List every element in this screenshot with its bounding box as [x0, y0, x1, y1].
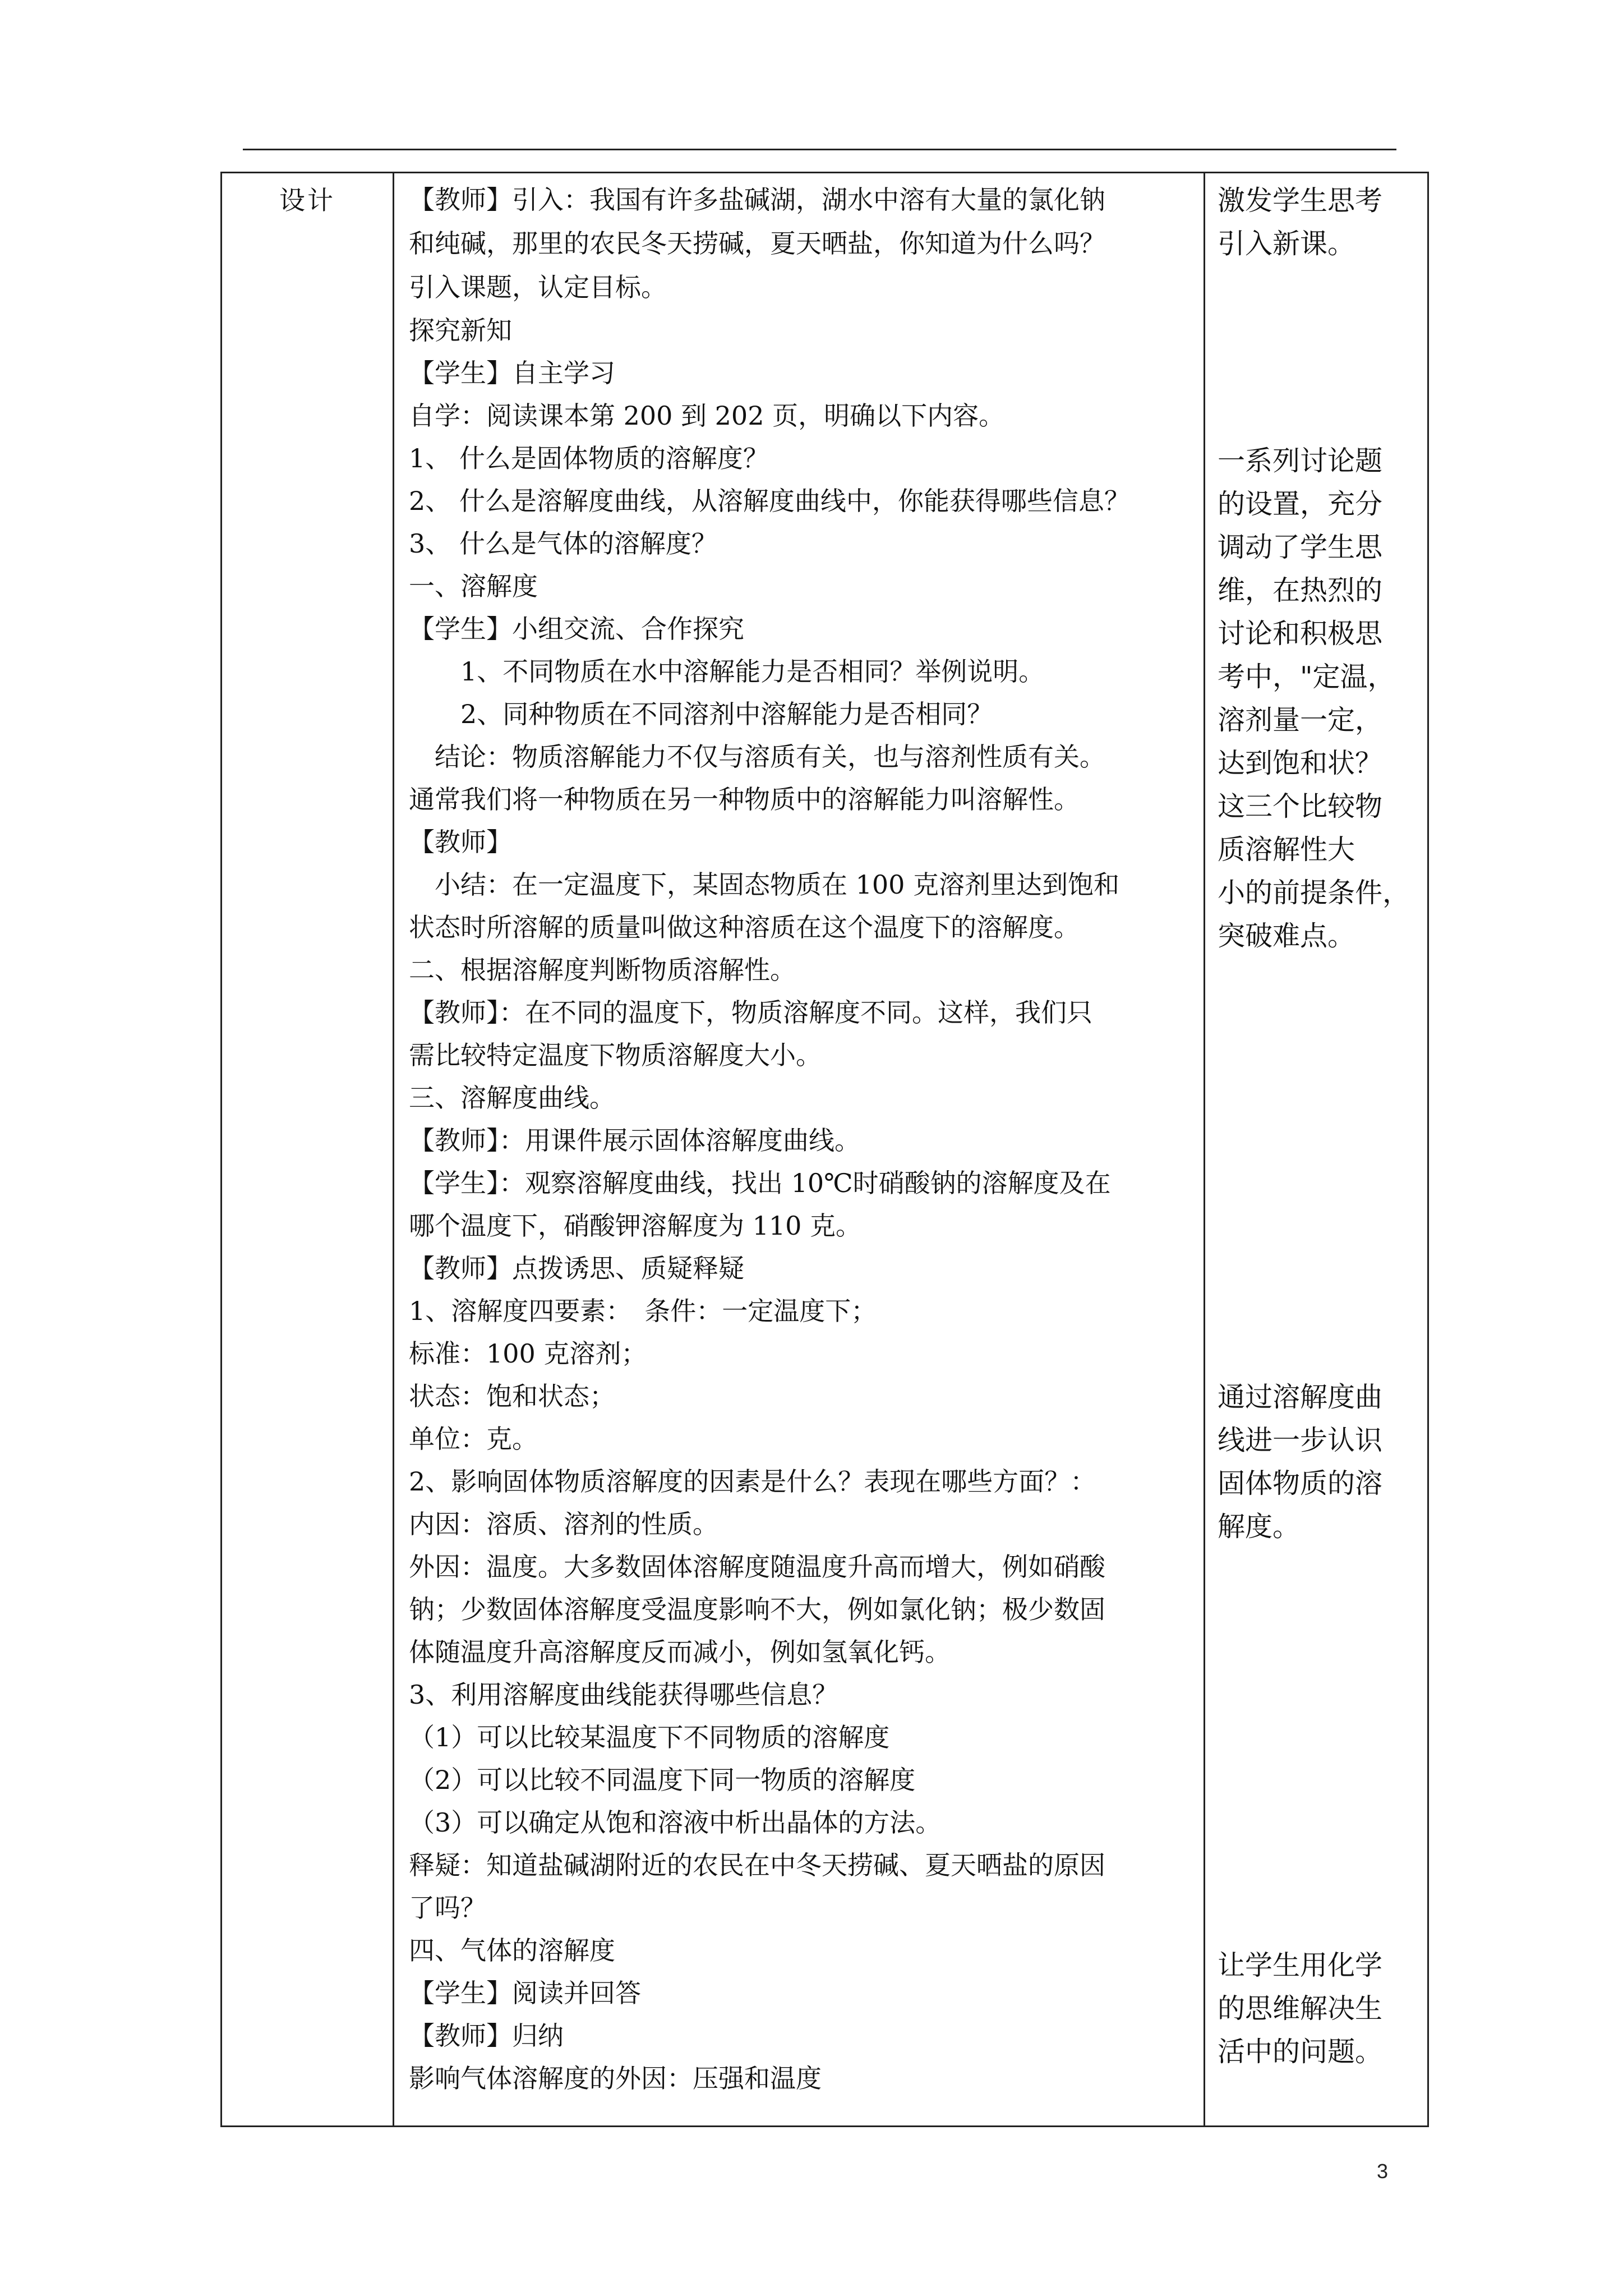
content-line: 【教师】：用课件展示固体溶解度曲线。 — [409, 1125, 860, 1156]
content-line: （3）可以确定从饱和溶液中析出晶体的方法。 — [409, 1807, 942, 1838]
note-line: 考中，"定温， — [1218, 661, 1395, 693]
note-line: 小的前提条件， — [1218, 877, 1410, 909]
content-line: 【学生】：观察溶解度曲线，找出 10℃时硝酸钠的溶解度及在 — [409, 1168, 1111, 1198]
content-line: 单位：克。 — [409, 1424, 538, 1454]
note-line: 的思维解决生 — [1218, 1993, 1383, 2024]
content-line: 自学：阅读课本第 200 到 202 页，明确以下内容。 — [409, 401, 1005, 431]
table-row — [222, 173, 1428, 2127]
note-line: 一系列讨论题 — [1218, 445, 1383, 477]
content-line: 内因：溶质、溶剂的性质。 — [409, 1509, 718, 1539]
row-label: 设计 — [279, 185, 335, 215]
content-line: 一、溶解度 — [409, 571, 538, 601]
content-line: 了吗？ — [409, 1893, 486, 1923]
content-line: 影响气体溶解度的外因：压强和温度 — [409, 2063, 822, 2093]
content-line: 小结：在一定温度下，某固态物质在 100 克溶剂里达到饱和 — [409, 869, 1120, 900]
content-line: 3、利用溶解度曲线能获得哪些信息？ — [409, 1680, 838, 1710]
content-line: 体随温度升高溶解度反而减小，例如氢氧化钙。 — [409, 1637, 951, 1667]
content-line: 钠；少数固体溶解度受温度影响不大，例如氯化钠；极少数固 — [409, 1594, 1105, 1625]
page-number: 3 — [1377, 2160, 1389, 2183]
content-line: （2）可以比较不同温度下同一物质的溶解度 — [409, 1765, 916, 1795]
content-line: 【教师】归纳 — [409, 2021, 564, 2051]
note-line: 调动了学生思 — [1218, 531, 1383, 563]
content-line: 四、气体的溶解度 — [409, 1935, 615, 1966]
note-line: 线进一步认识 — [1218, 1424, 1383, 1456]
content-line: 【教师】：在不同的温度下，物质溶解度不同。这样，我们只 — [409, 997, 1092, 1028]
content-line: 释疑：知道盐碱湖附近的农民在中冬天捞碱、夏天晒盐的原因 — [409, 1850, 1105, 1880]
content-line: 结论：物质溶解能力不仅与溶质有关，也与溶剂性质有关。 — [409, 742, 1105, 772]
content-line: 标准：100 克溶剂； — [409, 1338, 647, 1369]
content-line: 3、 什么是气体的溶解度？ — [409, 528, 717, 559]
content-line: 需比较特定温度下物质溶解度大小。 — [409, 1040, 822, 1070]
content-line: 【教师】点拨诱思、质疑释疑 — [409, 1253, 744, 1283]
content-line: 和纯碱，那里的农民冬天捞碱，夏天晒盐，你知道为什么吗？ — [409, 228, 1105, 259]
note-line: 解度。 — [1218, 1511, 1301, 1543]
header-rule — [243, 149, 1396, 150]
content-line: 三、溶解度曲线。 — [409, 1083, 615, 1113]
note-line: 维，在热烈的 — [1218, 574, 1383, 606]
lesson-table — [220, 172, 1429, 2127]
content-line: 2、同种物质在不同溶剂中溶解能力是否相同？ — [409, 699, 993, 729]
note-spacer — [1218, 958, 1422, 1375]
content-line: 【学生】阅读并回答 — [409, 1978, 641, 2008]
note-spacer — [1218, 265, 1422, 439]
content-line: 【学生】自主学习 — [409, 358, 615, 388]
note-line: 达到饱和状？ — [1218, 747, 1383, 779]
note-line: 让学生用化学 — [1218, 1949, 1383, 1981]
content-line: （1）可以比较某温度下不同物质的溶解度 — [409, 1722, 890, 1752]
content-line: 通常我们将一种物质在另一种物质中的溶解能力叫溶解性。 — [409, 784, 1080, 815]
notes-cell — [1205, 173, 1428, 2127]
note-line: 质溶解性大 — [1218, 834, 1355, 866]
content-line: 2、 什么是溶解度曲线，从溶解度曲线中，你能获得哪些信息？ — [409, 486, 1130, 516]
note-line: 讨论和积极思 — [1218, 618, 1383, 650]
note-spacer — [1218, 1548, 1422, 1944]
note-line: 突破难点。 — [1218, 920, 1355, 952]
note-line: 引入新课。 — [1218, 228, 1355, 260]
main-content-cell — [394, 173, 1205, 2127]
content-line: 探究新知 — [409, 315, 512, 346]
note-line: 溶剂量一定， — [1218, 704, 1383, 736]
note-line: 通过溶解度曲 — [1218, 1381, 1383, 1413]
content-line: 外因：温度。大多数固体溶解度随温度升高而增大，例如硝酸 — [409, 1552, 1105, 1582]
note-line: 的设置，充分 — [1218, 488, 1383, 520]
note-line: 这三个比较物 — [1218, 790, 1383, 822]
content-line: 1、 什么是固体物质的溶解度？ — [409, 443, 769, 473]
content-line: 引入课题，认定目标。 — [409, 272, 667, 302]
content-line: 1、不同物质在水中溶解能力是否相同？举例说明。 — [409, 656, 1045, 687]
design-note — [1205, 173, 1427, 2073]
content-line: 状态时所溶解的质量叫做这种溶质在这个温度下的溶解度。 — [409, 912, 1080, 942]
content-line: 【教师】 — [409, 827, 512, 857]
note-line: 固体物质的溶 — [1218, 1467, 1383, 1499]
main-content — [394, 173, 1204, 2100]
content-line: 1、溶解度四要素： 条件：一定温度下； — [409, 1296, 877, 1326]
note-line: 激发学生思考 — [1218, 185, 1383, 217]
content-line: 状态：饱和状态； — [409, 1381, 615, 1411]
content-line: 二、根据溶解度判断物质溶解性。 — [409, 955, 796, 985]
content-line: 哪个温度下，硝酸钾溶解度为 110 克。 — [409, 1211, 862, 1241]
content-line: 2、影响固体物质溶解度的因素是什么？表现在哪些方面？： — [409, 1466, 1096, 1497]
content-line: 【学生】小组交流、合作探究 — [409, 614, 744, 644]
content-line: 【教师】引入：我国有许多盐碱湖，湖水中溶有大量的氯化钠 — [409, 185, 1105, 215]
note-line: 活中的问题。 — [1218, 2036, 1383, 2068]
row-label-cell — [222, 173, 394, 2127]
